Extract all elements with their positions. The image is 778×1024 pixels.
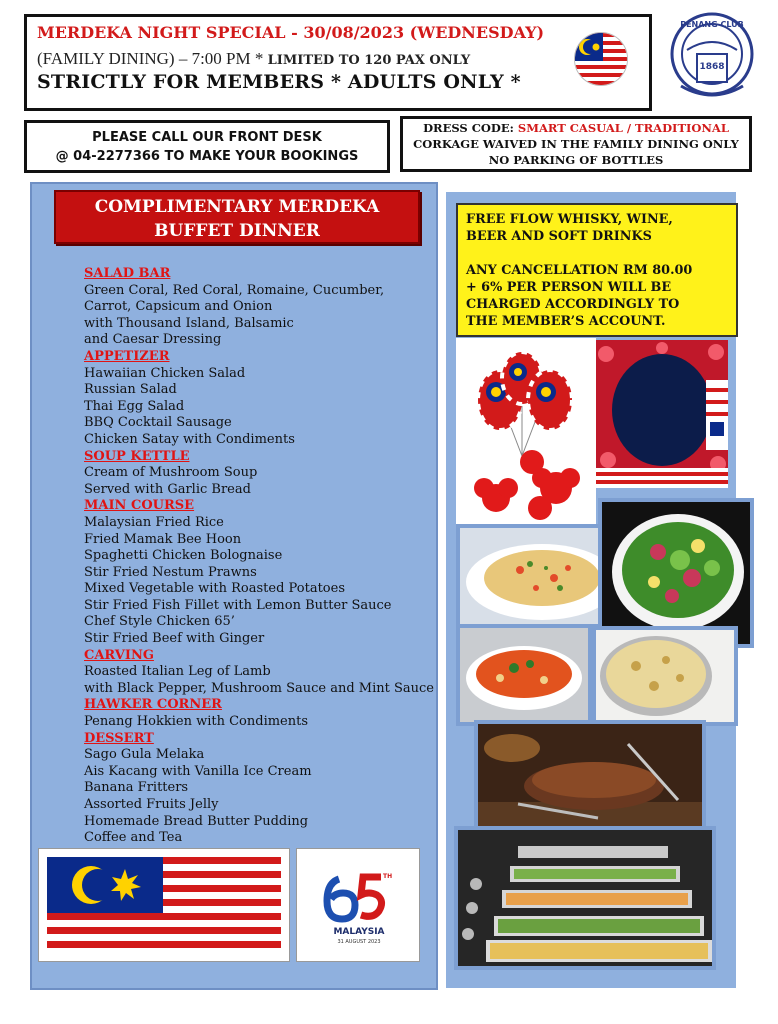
menu-item: and Caesar Dressing	[84, 332, 222, 348]
menu-item: Stir Fried Fish Fillet with Lemon Butter Sauce	[84, 597, 392, 613]
menu-item: with Black Pepper, Mushroom Sauce and Mint Sauce	[84, 680, 434, 696]
roast-lamb-carving-photo	[474, 720, 706, 836]
event-time: (FAMILY DINING) – 7:00 PM *	[37, 49, 268, 68]
booking-info	[24, 120, 390, 173]
promo-line-6: THE MEMBER’S ACCOUNT.	[466, 314, 666, 329]
menu-panel	[30, 182, 438, 990]
menu-item: Thai Egg Salad	[84, 398, 185, 414]
promo-line-5: CHARGED ACCORDINGLY TO	[466, 297, 680, 312]
menu-section-heading: SALAD BAR	[84, 266, 171, 281]
menu-title-line-1: COMPLIMENTARY MERDEKA	[94, 197, 380, 217]
menu-item: Malaysian Fried Rice	[84, 514, 224, 530]
club-logo-year: 1868	[699, 62, 725, 72]
menu-section-heading: MAIN COURSE	[84, 498, 195, 514]
menu-section-heading: DESSERT	[84, 730, 154, 746]
flag-circle-icon	[574, 32, 628, 86]
menu-item: Russian Salad	[84, 382, 177, 398]
menu-item: Penang Hokkien with Condiments	[84, 714, 309, 730]
menu-item: Spaghetti Chicken Bolognaise	[84, 548, 283, 564]
menu-item: Hawaiian Chicken Salad	[84, 365, 246, 381]
menu-item: Fried Mamak Bee Hoon	[84, 531, 242, 547]
menu-item: Banana Fritters	[84, 780, 189, 796]
menu-section-heading: SOUP KETTLE	[84, 448, 190, 464]
pax-limit: LIMITED TO 120 PAX ONLY	[267, 53, 471, 68]
menu-item: Served with Garlic Bread	[84, 481, 251, 497]
dress-code-value: SMART CASUAL / TRADITIONAL	[517, 121, 729, 135]
menu-item: Stir Fried Beef with Ginger	[84, 631, 265, 647]
corkage-line: CORKAGE WAIVED IN THE FAMILY DINING ONLY	[413, 137, 739, 151]
promo-line-3: ANY CANCELLATION RM 80.00	[466, 263, 693, 278]
malaysia-flag-icon	[47, 857, 281, 953]
promo-line-2: BEER AND SOFT DRINKS	[466, 229, 652, 244]
menu-list	[84, 266, 434, 847]
menu-item: Mixed Vegetable with Roasted Potatoes	[84, 581, 345, 597]
malaysia-65-logo	[296, 848, 420, 962]
menu-item: Stir Fried Nestum Prawns	[84, 564, 257, 580]
menu-item: Cream of Mushroom Soup	[84, 465, 258, 481]
menu-title	[54, 190, 420, 244]
event-header	[24, 14, 652, 111]
promo-spacer	[466, 245, 728, 262]
menu-item: Chicken Satay with Condiments	[84, 431, 295, 447]
menu-item: BBQ Cocktail Sausage	[84, 415, 232, 431]
malaysia-flag-box	[38, 848, 290, 962]
soup-photo	[456, 624, 592, 726]
menu-item: Chef Style Chicken 65’	[84, 614, 235, 630]
promo-line-1: FREE FLOW WHISKY, WINE,	[466, 212, 673, 227]
event-title: MERDEKA NIGHT SPECIAL - 30/08/2023 (WEDNESDAY)	[37, 23, 545, 42]
booking-line-1: PLEASE CALL OUR FRONT DESK	[92, 129, 322, 145]
promo-box	[456, 203, 738, 337]
club-logo-name: PENANG CLUB	[680, 20, 744, 29]
menu-item: Carrot, Capsicum and Onion	[84, 299, 273, 315]
menu-section-heading: CARVING	[84, 647, 154, 663]
menu-item: Ais Kacang with Vanilla Ice Cream	[84, 763, 312, 779]
menu-item: Roasted Italian Leg of Lamb	[84, 664, 271, 680]
dress-code-info	[400, 116, 752, 172]
balloons-hibiscus-image	[456, 338, 596, 524]
merdeka-floral-frame-image	[596, 340, 728, 488]
members-only-notice: STRICTLY FOR MEMBERS * ADULTS ONLY *	[37, 71, 521, 93]
menu-item: Coffee and Tea	[84, 830, 183, 846]
event-time-line	[37, 49, 470, 69]
bread-pudding-photo	[592, 626, 738, 726]
menu-item: Green Coral, Red Coral, Romaine, Cucumber,	[84, 282, 385, 298]
logo-65-name: MALAYSIA	[333, 927, 385, 937]
menu-title-line-2: BUFFET DINNER	[154, 221, 320, 241]
dress-code-label: DRESS CODE:	[423, 121, 518, 135]
promo-line-4: + 6% PER PERSON WILL BE	[466, 280, 672, 295]
booking-phone-line: @ 04-2277366 TO MAKE YOUR BOOKINGS	[55, 148, 359, 164]
menu-item: Sago Gula Melaka	[84, 747, 205, 763]
menu-section-heading: HAWKER CORNER	[84, 697, 222, 713]
dress-code-line	[423, 120, 729, 136]
penang-club-logo	[669, 12, 755, 100]
logo-65-superscript: TH	[383, 873, 393, 880]
menu-item: with Thousand Island, Balsamic	[84, 315, 294, 331]
bottles-line: NO PARKING OF BOTTLES	[488, 153, 664, 167]
menu-section-heading: APPETIZER	[84, 348, 170, 364]
buffet-trays-photo	[454, 826, 716, 970]
menu-item: Homemade Bread Butter Pudding	[84, 813, 309, 829]
logo-65-date: 31 AUGUST 2023	[337, 939, 381, 945]
menu-item: Assorted Fruits Jelly	[84, 797, 219, 812]
